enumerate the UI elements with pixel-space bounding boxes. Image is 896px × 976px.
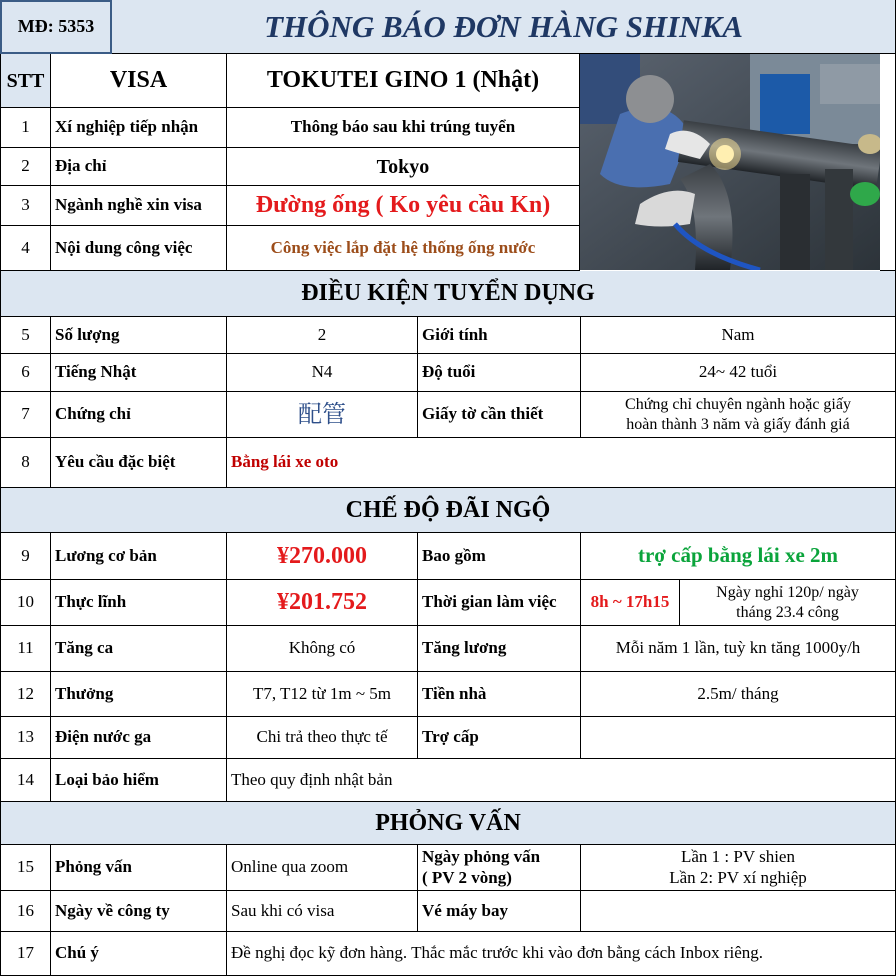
row-label: Ngành nghề xin visa bbox=[51, 186, 227, 226]
net-salary: ¥201.752 bbox=[227, 580, 418, 626]
row-label: Ngày về công ty bbox=[51, 891, 227, 932]
row-value: Theo quy định nhật bản bbox=[227, 759, 896, 802]
row-number: 17 bbox=[0, 932, 51, 976]
row-label-2: Tiền nhà bbox=[418, 672, 581, 717]
row-number: 2 bbox=[0, 148, 51, 186]
row-value: Tokyo bbox=[227, 148, 580, 186]
row-label: Thưởng bbox=[51, 672, 227, 717]
row-number: 8 bbox=[0, 438, 51, 488]
row-number: 9 bbox=[0, 533, 51, 580]
row-label: Số lượng bbox=[51, 317, 227, 354]
row-number: 1 bbox=[0, 108, 51, 148]
row-label-2: Giới tính bbox=[418, 317, 581, 354]
row-value: Không có bbox=[227, 626, 418, 672]
section-benefits: CHẾ ĐỘ ĐÃI NGỘ bbox=[0, 488, 896, 533]
row-number: 3 bbox=[0, 186, 51, 226]
row-value: T7, T12 từ 1m ~ 5m bbox=[227, 672, 418, 717]
row-number: 4 bbox=[0, 226, 51, 271]
row-number: 11 bbox=[0, 626, 51, 672]
row-number: 6 bbox=[0, 354, 51, 392]
row-label-2: Bao gồm bbox=[418, 533, 581, 580]
row-value: Thông báo sau khi trúng tuyển bbox=[227, 108, 580, 148]
working-hours: 8h ~ 17h15 bbox=[581, 580, 680, 626]
row-label-2: Trợ cấp bbox=[418, 717, 581, 759]
row-number: 13 bbox=[0, 717, 51, 759]
visa-value: TOKUTEI GINO 1 (Nhật) bbox=[227, 54, 580, 108]
row-label: Loại bảo hiểm bbox=[51, 759, 227, 802]
row-value: Sau khi có visa bbox=[227, 891, 418, 932]
row-number: 16 bbox=[0, 891, 51, 932]
note-value: Đề nghị đọc kỹ đơn hàng. Thắc mắc trước khi vào đơn bằng cách Inbox riêng. bbox=[227, 932, 896, 976]
stt-header: STT bbox=[0, 54, 51, 108]
row-number: 12 bbox=[0, 672, 51, 717]
row-value: 配管 bbox=[227, 392, 418, 438]
row-value-2 bbox=[581, 891, 896, 932]
row-label: Lương cơ bản bbox=[51, 533, 227, 580]
section-interview: PHỎNG VẤN bbox=[0, 802, 896, 845]
row-value-2: 24~ 42 tuổi bbox=[581, 354, 896, 392]
row-label-2: Thời gian làm việc bbox=[418, 580, 581, 626]
row-label: Tăng ca bbox=[51, 626, 227, 672]
row-label: Yêu cầu đặc biệt bbox=[51, 438, 227, 488]
row-value: Online qua zoom bbox=[227, 845, 418, 891]
row-label: Nội dung công việc bbox=[51, 226, 227, 271]
page-title: THÔNG BÁO ĐƠN HÀNG SHINKA bbox=[112, 0, 896, 54]
visa-label: VISA bbox=[51, 54, 227, 108]
row-number: 10 bbox=[0, 580, 51, 626]
welding-photo-icon bbox=[580, 54, 880, 270]
row-label: Địa chỉ bbox=[51, 148, 227, 186]
row-label: Chứng chỉ bbox=[51, 392, 227, 438]
welding-pipe-photo bbox=[580, 54, 880, 270]
row-label: Chú ý bbox=[51, 932, 227, 976]
row-value-2: 2.5m/ tháng bbox=[581, 672, 896, 717]
row-number: 5 bbox=[0, 317, 51, 354]
row-label-2: Độ tuổi bbox=[418, 354, 581, 392]
row-label: Điện nước ga bbox=[51, 717, 227, 759]
row-label-2: Giấy tờ cần thiết bbox=[418, 392, 581, 438]
row-label: Xí nghiệp tiếp nhận bbox=[51, 108, 227, 148]
order-code: MĐ: 5353 bbox=[0, 0, 112, 54]
rest-time: Ngày nghỉ 120p/ ngày tháng 23.4 công bbox=[680, 580, 896, 626]
row-number: 14 bbox=[0, 759, 51, 802]
row-label-2: Ngày phỏng vấn ( PV 2 vòng) bbox=[418, 845, 581, 891]
row-label: Phỏng vấn bbox=[51, 845, 227, 891]
row-value-2: Mỗi năm 1 lần, tuỳ kn tăng 1000y/h bbox=[581, 626, 896, 672]
row-value: Đường ống ( Ko yêu cầu Kn) bbox=[227, 186, 580, 226]
row-label-2: Tăng lương bbox=[418, 626, 581, 672]
row-value: 2 bbox=[227, 317, 418, 354]
row-value-2: trợ cấp bằng lái xe 2m bbox=[581, 533, 896, 580]
row-number: 7 bbox=[0, 392, 51, 438]
row-value-2: Lần 1 : PV shien Lần 2: PV xí nghiệp bbox=[581, 845, 896, 891]
row-value: Công việc lắp đặt hệ thống ống nước bbox=[227, 226, 580, 271]
row-label-2: Vé máy bay bbox=[418, 891, 581, 932]
photo-margin bbox=[880, 54, 896, 271]
section-recruitment-conditions: ĐIỀU KIỆN TUYỂN DỤNG bbox=[0, 271, 896, 317]
row-value-2: Chứng chỉ chuyên ngành hoặc giấy hoàn thành 3 năm và giấy đánh giá bbox=[581, 392, 896, 438]
row-number: 15 bbox=[0, 845, 51, 891]
row-value: Bằng lái xe oto bbox=[227, 438, 896, 488]
basic-salary: ¥270.000 bbox=[227, 533, 418, 580]
row-label: Tiếng Nhật bbox=[51, 354, 227, 392]
row-value: Chi trả theo thực tế bbox=[227, 717, 418, 759]
row-value: N4 bbox=[227, 354, 418, 392]
row-label: Thực lĩnh bbox=[51, 580, 227, 626]
row-value-2: Nam bbox=[581, 317, 896, 354]
row-value-2 bbox=[581, 717, 896, 759]
